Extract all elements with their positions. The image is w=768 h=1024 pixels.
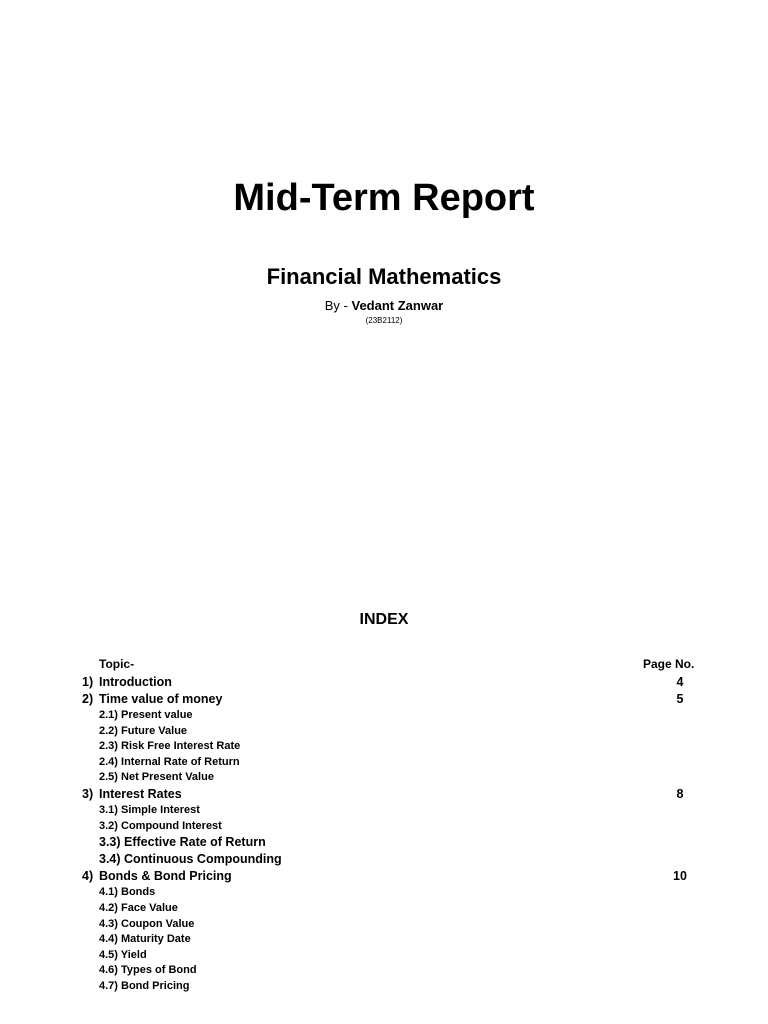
- toc-subsection-row: [0, 769, 768, 785]
- toc-section-row: [0, 691, 768, 707]
- toc-subsection-row: [0, 738, 768, 754]
- toc-subsection-row: [0, 707, 768, 723]
- toc-subsection-row: [0, 851, 768, 867]
- toc-subsection-label: 4.1) Bonds: [99, 886, 156, 898]
- toc-subsection-label: 4.4) Maturity Date: [99, 933, 191, 945]
- toc-section-number: 1): [82, 675, 94, 689]
- topic-header: Topic-: [99, 657, 135, 671]
- toc-section-label: Introduction: [99, 675, 172, 689]
- toc-subsection-row: [0, 978, 768, 994]
- toc-subsection-label: 4.2) Face Value: [99, 902, 178, 914]
- toc-subsection-row: [0, 754, 768, 770]
- toc-section-row: [0, 868, 768, 884]
- toc-subsection-label: 4.6) Types of Bond: [99, 964, 197, 976]
- byline: [0, 298, 768, 314]
- toc-subsection-label: 2.4) Internal Rate of Return: [99, 756, 240, 768]
- toc-subsection-label: 3.4) Continuous Compounding: [99, 852, 282, 866]
- toc-section-label: Interest Rates: [99, 787, 182, 801]
- toc-section-row: [0, 786, 768, 802]
- toc-subsection-label: 4.3) Coupon Value: [99, 918, 195, 930]
- byline-prefix: By -: [324, 298, 352, 313]
- toc-subsection-row: [0, 802, 768, 818]
- toc-subsection-label: 4.5) Yield: [99, 949, 147, 961]
- toc-subsection-label: 4.7) Bond Pricing: [99, 980, 190, 992]
- toc-subsection-row: [0, 916, 768, 932]
- toc-subsection-label: 3.3) Effective Rate of Return: [99, 835, 266, 849]
- toc-section-row: [0, 674, 768, 690]
- toc-page-number: 4: [676, 675, 684, 689]
- toc-subsection-row: [0, 723, 768, 739]
- toc-subsection-label: 2.5) Net Present Value: [99, 771, 214, 783]
- toc-page-number: 5: [676, 692, 684, 706]
- toc-subsection-row: [0, 834, 768, 850]
- report-title: Mid-Term Report: [233, 177, 535, 219]
- toc-subsection-label: 3.1) Simple Interest: [99, 804, 200, 816]
- toc-page-number: 8: [676, 787, 684, 801]
- toc-subsection-row: [0, 947, 768, 963]
- toc-subsection-row: [0, 900, 768, 916]
- toc-subsection-label: 2.1) Present value: [99, 709, 193, 721]
- toc-section-label: Bonds & Bond Pricing: [99, 869, 232, 883]
- toc-subsection-label: 2.2) Future Value: [99, 725, 188, 737]
- toc-section-number: 4): [82, 869, 94, 883]
- toc-subsection-label: 2.3) Risk Free Interest Rate: [99, 740, 241, 752]
- page-no-header: Page No.: [643, 657, 695, 671]
- index-header-row: [0, 656, 768, 672]
- report-subtitle: Financial Mathematics: [266, 264, 502, 289]
- toc-subsection-row: [0, 818, 768, 834]
- toc-section-number: 3): [82, 787, 94, 801]
- toc-page-number: 10: [673, 869, 687, 883]
- roll-number: (23B2112): [365, 316, 403, 325]
- toc-subsection-row: [0, 962, 768, 978]
- toc-section-label: Time value of money: [99, 692, 223, 706]
- author-name: Vedant Zanwar: [351, 298, 444, 313]
- toc-subsection-row: [0, 931, 768, 947]
- toc-subsection-label: 3.2) Compound Interest: [99, 820, 222, 832]
- toc-section-number: 2): [82, 692, 94, 706]
- toc-subsection-row: [0, 884, 768, 900]
- index-title: INDEX: [359, 611, 409, 628]
